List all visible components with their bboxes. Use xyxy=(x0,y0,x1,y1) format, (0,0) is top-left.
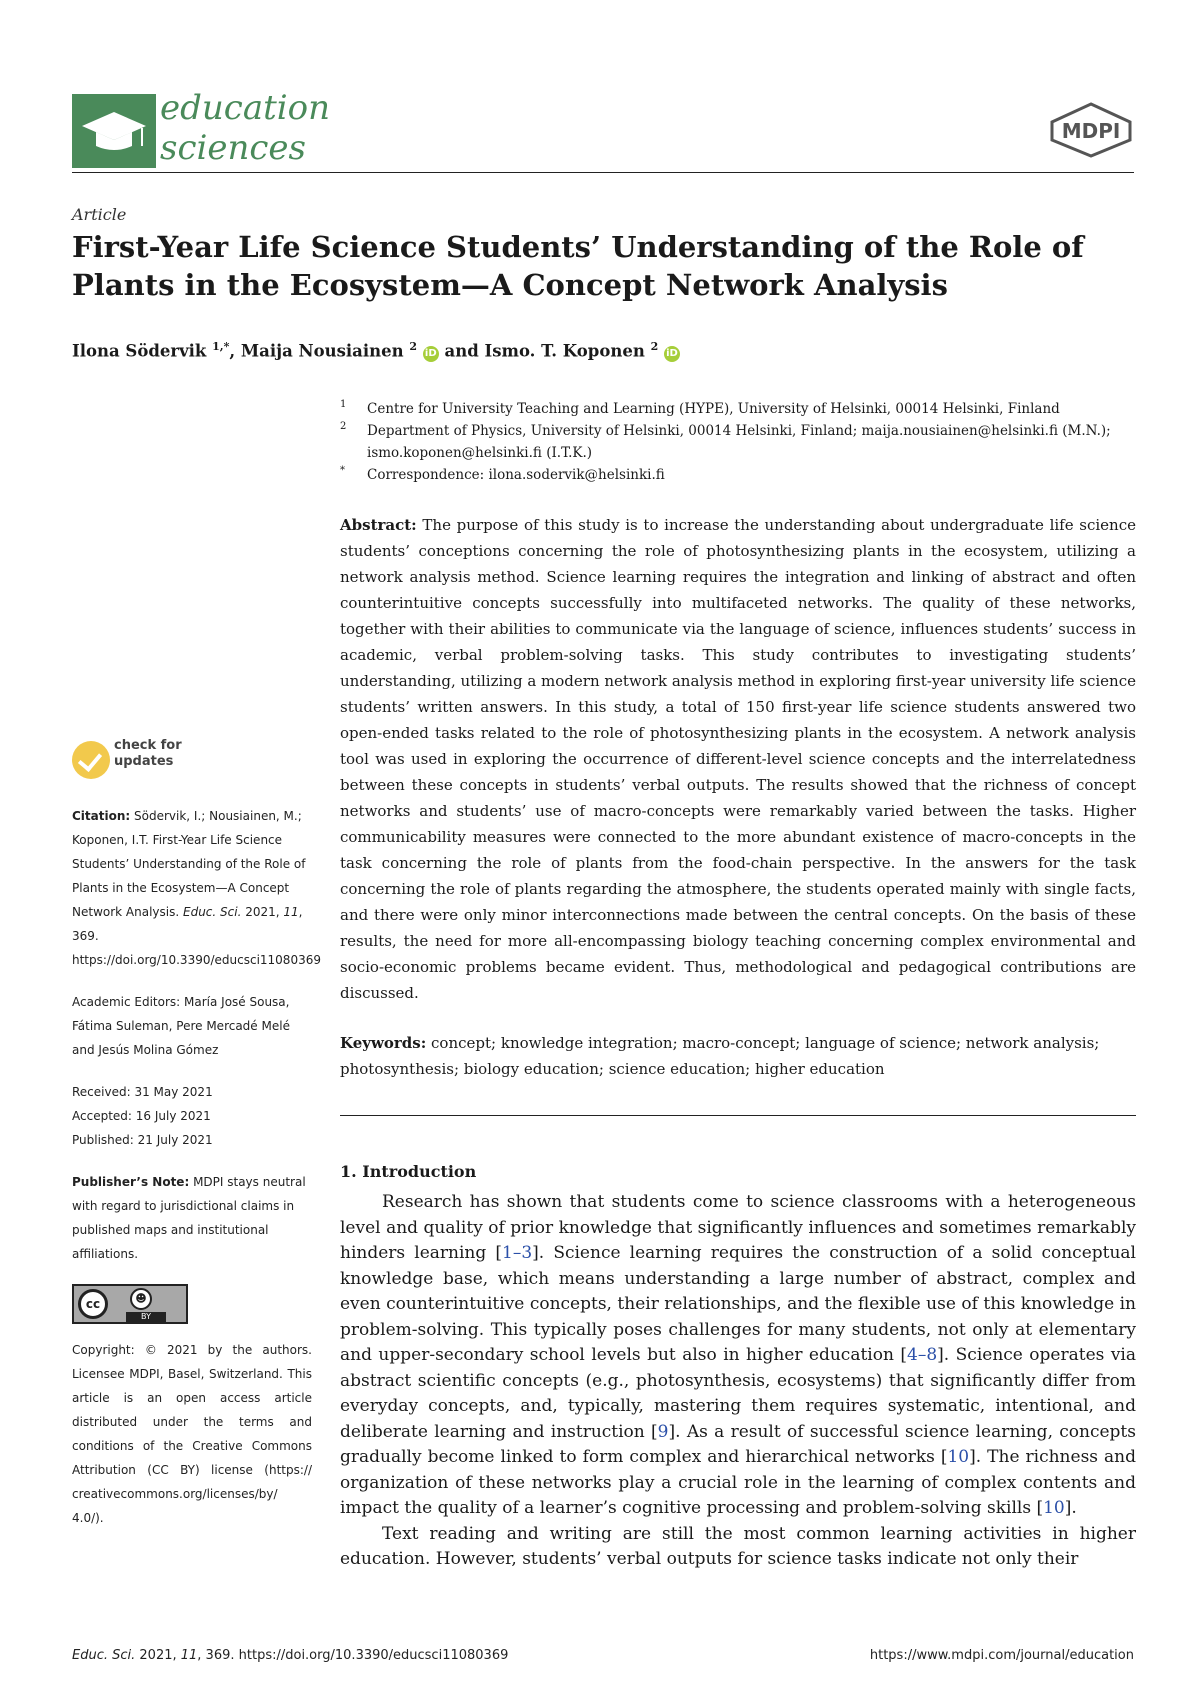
mdpi-logo-text: MDPI xyxy=(1061,119,1121,143)
reference-link[interactable]: 1–3 xyxy=(502,1243,533,1263)
orcid-icon[interactable]: iD xyxy=(664,346,680,362)
affiliation-item xyxy=(340,420,1140,464)
cc-license-badge[interactable] xyxy=(72,1284,188,1324)
keywords-text: concept; knowledge integration; macro-concept; language of science; network analysis; photosynthesis; biology education; science education; higher education xyxy=(340,1034,1100,1078)
author-separator: , xyxy=(229,341,241,361)
check-for-updates-label xyxy=(114,738,182,770)
footer-citation xyxy=(72,1648,508,1663)
cc-icon: cc xyxy=(78,1289,108,1319)
citation-volume: 11 xyxy=(283,905,299,919)
paragraph-text: ]. Science learning requires the construction of a solid conceptual knowledge base, which means understanding a large number of abstract, complex and even counterintuitive concepts, their relationships, and the flexible use of this knowledge in problem-solving. This typically poses challenges for many students, not only at elementary and upper-secondary school levels but also in higher education [ xyxy=(340,1243,1136,1365)
affiliation-marker: * xyxy=(340,465,345,476)
paragraph: Text reading and writing are still the most common learning activities in higher education. However, students’ verbal outputs for science tasks indicate not only their xyxy=(340,1523,1136,1569)
author-separator: and xyxy=(438,341,485,361)
journal-name-line2: sciences xyxy=(160,128,306,168)
reference-link[interactable]: 10 xyxy=(947,1447,970,1467)
author-affil-marker: 2 xyxy=(650,340,659,353)
article-type: Article xyxy=(72,205,127,224)
section-divider xyxy=(340,1115,1136,1116)
editors-label: Academic Editors: xyxy=(72,995,181,1009)
graduation-cap-icon xyxy=(72,94,156,168)
copyright-text: Copyright: © 2021 by the authors. Licensee MDPI, Basel, Switzerland. This article is an open access article distributed under the terms and conditions of the Creative Commons Attribution (CC BY) license (https:// creativecommons.org/licenses/by/ 4.0/). xyxy=(72,1343,312,1525)
author-name[interactable]: Maija Nousiainen xyxy=(240,341,404,361)
footer-year: 2021, xyxy=(135,1648,181,1663)
journal-name-line1: education xyxy=(160,88,330,128)
section-heading: 1. Introduction xyxy=(340,1162,477,1181)
affiliation-text: Department of Physics, University of Helsinki, 00014 Helsinki, Finland; maija.nousiainen@helsinki.fi (M.N.); ismo.koponen@helsinki.fi (I.T.K.) xyxy=(367,423,1111,461)
journal-header xyxy=(72,88,1134,174)
affiliation-marker: 1 xyxy=(340,399,347,410)
citation-block xyxy=(72,804,321,972)
abstract-text: The purpose of this study is to increase the understanding about undergraduate life science students’ conceptions concerning the role of photosynthesizing plants in the ecosystem, utilizing a network analysis method. Science learning requires the integration and linking of abstract and often counterintuitive concepts successfully into multifaceted networks. The quality of these networks, together with their abilities to communicate via the language of science, influences students’ success in academic, verbal problem-solving tasks. This study contributes to investigating students’ understanding, utilizing a modern network analysis method in exploring first-year university life science students’ written answers. In this study, a total of 150 first-year life science students answered two open-ended tasks related to the role of photosynthesizing plants in the ecosystem. A network analysis tool was used in exploring the occurrence of different-level science concepts and the interrelatedness between these concepts in students’ verbal outputs. The results showed that the richness of concept networks and students’ use of macro-concepts were remarkably varied between the tasks. Higher communicability measures were connected to the more abundant existence of macro-concepts in the task concerning the role of plants from the food-chain perspective. In the answers for the task concerning the role of plants regarding the atmosphere, the students operated mainly with single facts, and there were only minor interconnections made between the central concepts. On the basis of these results, the need for more all-encompassing biology teaching concerning complex environmental and socio-economic problems became evident. Thus, methodological and pedagogical contributions are discussed. xyxy=(340,516,1136,1002)
abstract xyxy=(340,512,1136,1006)
introduction-body xyxy=(340,1190,1136,1573)
citation-journal: Educ. Sci. xyxy=(183,905,242,919)
affiliation-item xyxy=(340,398,1140,420)
author-name[interactable]: Ilona Södervik xyxy=(72,341,207,361)
author-name[interactable]: Ismo. T. Koponen xyxy=(484,341,645,361)
reference-link[interactable]: 10 xyxy=(1043,1498,1065,1518)
paragraph xyxy=(340,1190,1136,1522)
orcid-icon[interactable]: iD xyxy=(423,346,439,362)
citation-text: Södervik, I.; Nousiainen, M.; Koponen, I.T. First-Year Life Science Students’ Understanding of the Role of Plants in the Ecosystem—A Concept Network Analysis. xyxy=(72,809,306,919)
publisher-note-text: MDPI stays neutral with regard to jurisdictional claims in published maps and institutional affiliations. xyxy=(72,1175,306,1261)
keywords xyxy=(340,1030,1136,1082)
publisher-note-label: Publisher’s Note: xyxy=(72,1175,190,1189)
reference-link[interactable]: 4–8 xyxy=(907,1345,938,1365)
attribution-person-icon: ☻ xyxy=(130,1288,152,1310)
check-for-updates-button[interactable] xyxy=(72,738,312,784)
cc-by-label: BY xyxy=(126,1312,166,1322)
received-date: Received: 31 May 2021 xyxy=(72,1085,213,1099)
keywords-label: Keywords: xyxy=(340,1034,427,1052)
footer-doi[interactable]: , 369. https://doi.org/10.3390/educsci11080369 xyxy=(197,1648,509,1663)
header-divider xyxy=(72,172,1134,173)
correspondence-text: Correspondence: ilona.sodervik@helsinki.fi xyxy=(367,467,665,483)
sidebar xyxy=(72,738,321,1530)
author-list xyxy=(72,340,680,362)
paragraph-text: ]. xyxy=(1064,1498,1077,1518)
check-line2: updates xyxy=(114,754,174,769)
reference-link[interactable]: 9 xyxy=(657,1421,669,1442)
journal-name xyxy=(160,88,330,168)
paragraph-text: ]. As a result of successful science learning, concepts gradually become linked to form complex and hierarchical networks [ xyxy=(340,1421,1136,1467)
publisher-note xyxy=(72,1170,312,1266)
editors-block xyxy=(72,990,312,1062)
editors-text: María José Sousa, Fátima Suleman, Pere Mercadé Melé and Jesús Molina Gómez xyxy=(72,995,290,1057)
journal-logo xyxy=(72,94,156,168)
accepted-date: Accepted: 16 July 2021 xyxy=(72,1109,211,1123)
affiliation-marker: 2 xyxy=(340,421,347,432)
citation-label: Citation: xyxy=(72,809,131,823)
footer-volume: 11 xyxy=(180,1648,198,1663)
footer-journal-url[interactable]: https://www.mdpi.com/journal/education xyxy=(869,1648,1134,1663)
footer-journal: Educ. Sci. xyxy=(72,1648,136,1663)
author-affil-marker: 1,* xyxy=(212,340,230,353)
paragraph-text: ]. The richness and organization of these networks play a crucial role in the learning of complex contents and impact the quality of a learner’s cognitive processing and problem-solving skills [ xyxy=(340,1447,1136,1518)
affiliation-text: Centre for University Teaching and Learning (HYPE), University of Helsinki, 00014 Helsinki, Finland xyxy=(367,401,1060,417)
affiliation-item xyxy=(340,464,1140,486)
citation-year: 2021, xyxy=(241,905,284,919)
paragraph-text: Research has shown that students come to science classrooms with a heterogeneous level and quality of prior knowledge that significantly influences and sometimes remarkably hinders learning [ xyxy=(340,1192,1136,1263)
checkmark-icon xyxy=(72,741,110,779)
author-affil-marker: 2 xyxy=(409,340,418,353)
abstract-label: Abstract: xyxy=(340,516,417,534)
article-title: First-Year Life Science Students’ Understanding of the Role of Plants in the Ecosystem—A Concept Network Analysis xyxy=(72,230,1084,302)
paragraph-text: ]. Science operates via abstract scientific concepts (e.g., photosynthesis, ecosystems) that significantly differ from everyday concepts, and, typically, mastering them requires systematic, intentional, and deliberate learning and instruction [ xyxy=(340,1345,1136,1442)
check-line1: check for xyxy=(114,738,182,753)
published-date: Published: 21 July 2021 xyxy=(72,1133,213,1147)
mdpi-logo xyxy=(1048,102,1134,158)
dates-block xyxy=(72,1080,312,1152)
affiliation-list xyxy=(340,398,1140,486)
citation-doi[interactable]: , 369. https://doi.org/10.3390/educsci11080369 xyxy=(72,905,321,967)
